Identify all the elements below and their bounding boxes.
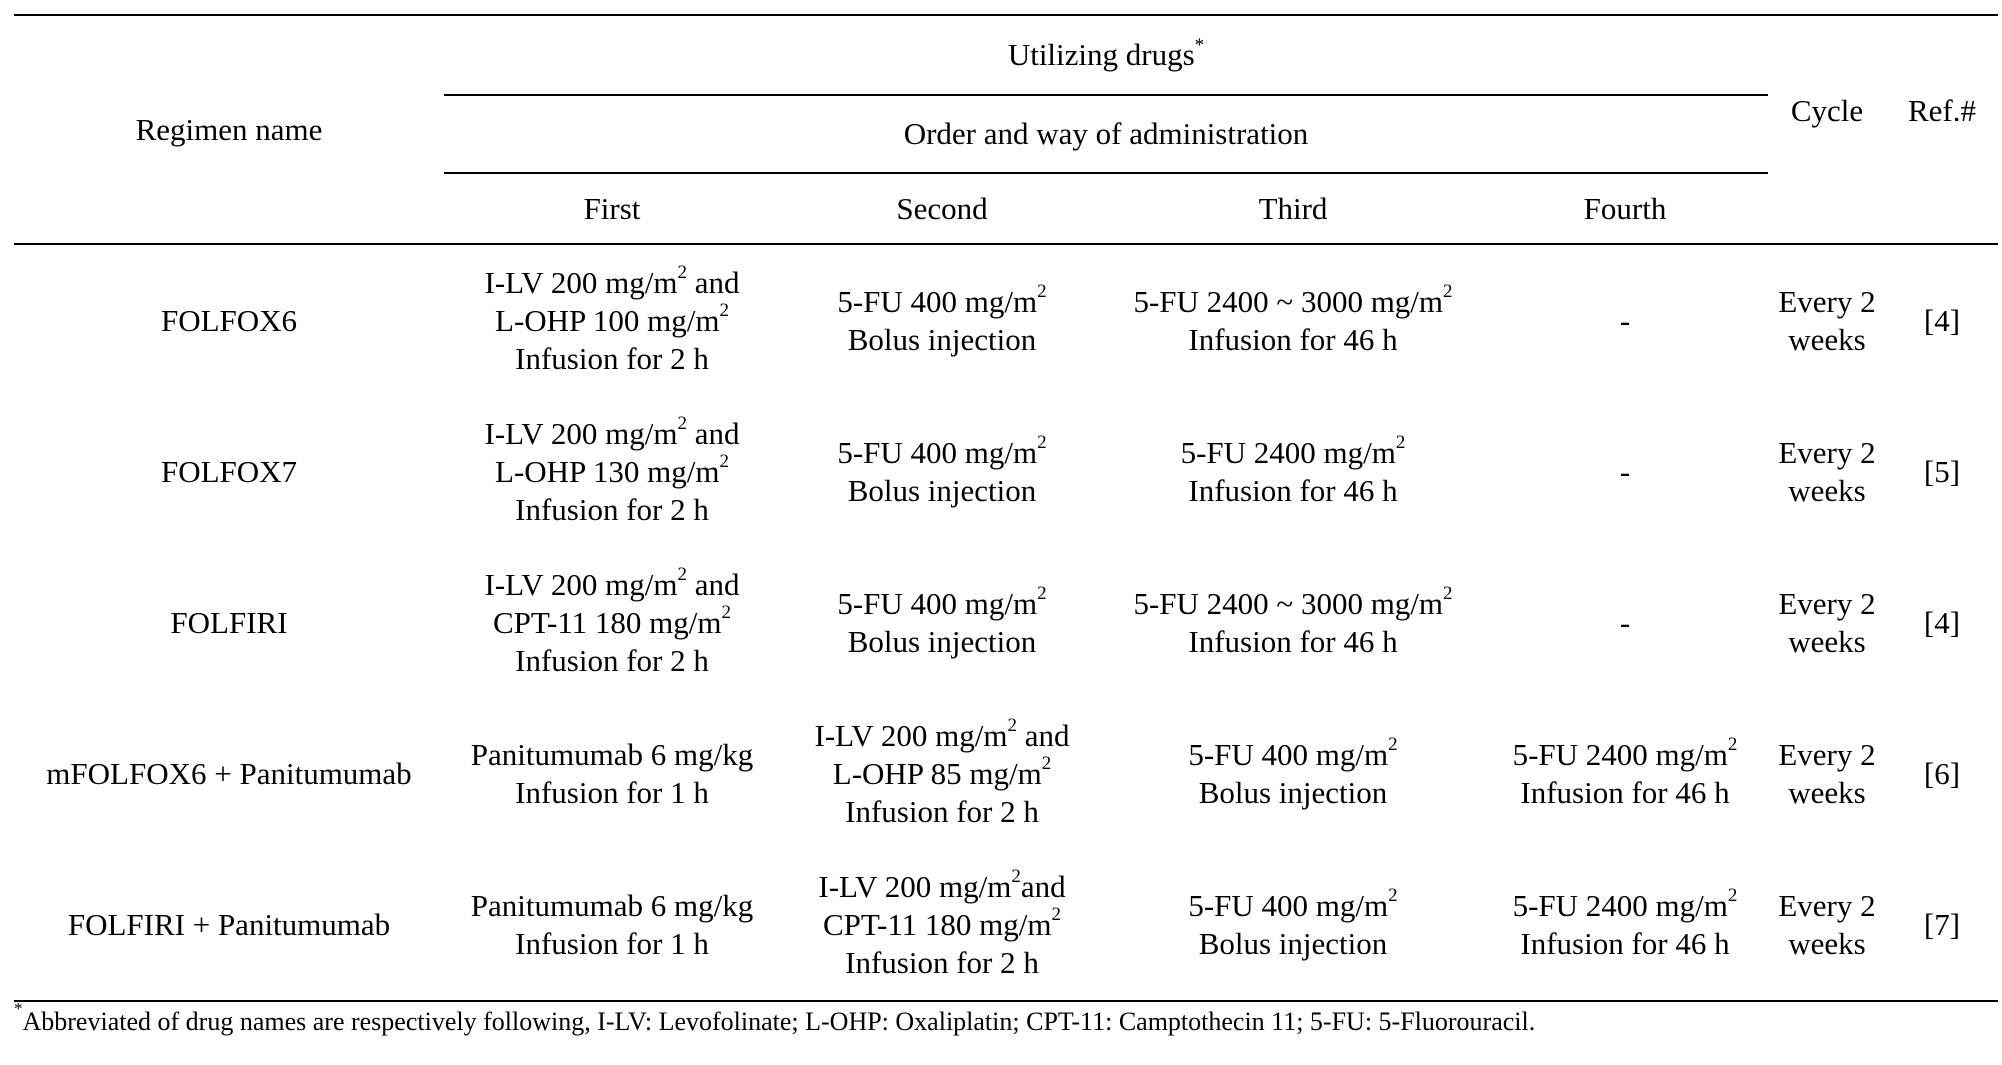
text-segment: and xyxy=(1020,868,1066,904)
cell-line xyxy=(444,453,780,491)
cell-line xyxy=(1104,283,1482,321)
superscript: 2 xyxy=(1037,583,1047,605)
cell-line xyxy=(780,434,1104,472)
text-segment: Bolus injection xyxy=(847,623,1037,659)
cell-line xyxy=(444,642,780,680)
superscript: 2 xyxy=(677,564,687,586)
cell-cycle xyxy=(1768,396,1886,547)
text-segment: Bolus injection xyxy=(847,472,1037,508)
cell-line xyxy=(444,415,780,453)
cell-cycle-lines xyxy=(1768,736,1886,812)
cell-first-lines xyxy=(444,566,780,680)
header-step-third: Third xyxy=(1258,190,1328,226)
cell-name: FOLFOX7 xyxy=(160,453,298,489)
footnote-mark: * xyxy=(1194,34,1205,56)
text-segment: Every 2 xyxy=(1778,887,1876,923)
text-segment: Infusion for 46 h xyxy=(1520,925,1730,961)
cell-line xyxy=(444,887,780,925)
superscript: 2 xyxy=(1051,904,1062,926)
text-segment: weeks xyxy=(1788,925,1866,961)
cell-cycle xyxy=(1768,547,1886,698)
cell-fourth-lines xyxy=(1482,887,1768,963)
superscript: 2 xyxy=(1041,753,1052,775)
header-step-second: Second xyxy=(896,190,988,226)
text-segment: Infusion for 2 h xyxy=(845,793,1039,829)
cell-line xyxy=(444,566,780,604)
text-segment: 5-FU 2400 ~ 3000 mg/m xyxy=(1133,283,1444,319)
cell-line xyxy=(780,472,1104,510)
superscript: 2 xyxy=(719,451,729,473)
text-segment: weeks xyxy=(1788,774,1866,810)
cell-line xyxy=(444,264,780,302)
cell-ref: [4] xyxy=(1923,604,1961,640)
cell-third xyxy=(1104,698,1482,849)
cell-fourth-lines xyxy=(1482,736,1768,812)
text-segment: I-LV 200 mg/m xyxy=(484,566,678,602)
cell-line xyxy=(780,906,1104,944)
cell-first-lines xyxy=(444,264,780,378)
superscript: 2 xyxy=(1388,734,1398,756)
text-segment: Bolus injection xyxy=(1198,774,1388,810)
text-segment: 5-FU 400 mg/m xyxy=(1188,736,1389,772)
cell-second-lines xyxy=(780,585,1104,661)
cell-line xyxy=(1768,321,1886,359)
text-segment: 5-FU 2400 mg/m xyxy=(1512,736,1728,772)
cell-line xyxy=(780,321,1104,359)
text-segment: I-LV 200 mg/m xyxy=(814,717,1008,753)
text-segment: Every 2 xyxy=(1778,434,1876,470)
superscript: 2 xyxy=(1007,715,1017,737)
table-header xyxy=(14,15,1998,244)
superscript: 2 xyxy=(719,300,729,322)
cell-line xyxy=(1768,736,1886,774)
text-segment: CPT-11 180 mg/m xyxy=(822,906,1052,942)
table-row xyxy=(14,396,1998,547)
text-segment: weeks xyxy=(1788,472,1866,508)
text-segment: 5-FU 2400 ~ 3000 mg/m xyxy=(1133,585,1444,621)
text-segment: Every 2 xyxy=(1778,585,1876,621)
text-segment: Infusion for 46 h xyxy=(1188,472,1398,508)
footnote-mark: * xyxy=(14,999,23,1019)
cell-line xyxy=(1768,623,1886,661)
cell-line xyxy=(1104,623,1482,661)
text-segment: L-OHP 100 mg/m xyxy=(495,302,720,338)
cell-line xyxy=(444,302,780,340)
cell-line xyxy=(1104,925,1482,963)
cell-line xyxy=(444,736,780,774)
cell-ref: [7] xyxy=(1886,849,1998,1001)
text-segment: Infusion for 46 h xyxy=(1188,321,1398,357)
cell-ref: [4] xyxy=(1923,302,1961,338)
cell-fourth: - xyxy=(1619,604,1631,640)
cell-ref: [5] xyxy=(1923,453,1961,489)
header-step-fourth: Fourth xyxy=(1583,190,1667,226)
text-segment: Infusion for 1 h xyxy=(515,774,709,810)
superscript: 2 xyxy=(1443,281,1453,303)
header-regimen-name: Regimen name xyxy=(14,15,444,243)
text-segment: Bolus injection xyxy=(1198,925,1388,961)
cell-fourth xyxy=(1482,849,1768,1001)
cell-ref: [6] xyxy=(1923,755,1961,791)
table-row xyxy=(14,698,1998,849)
text-segment: Infusion for 2 h xyxy=(515,491,709,527)
cell-third xyxy=(1104,849,1482,1001)
cell-line xyxy=(780,283,1104,321)
cell-name: FOLFIRI + Panitumumab xyxy=(14,849,444,1001)
cell-line xyxy=(1104,472,1482,510)
cell-cycle-lines xyxy=(1768,434,1886,510)
cell-line xyxy=(444,925,780,963)
cell-cycle xyxy=(1768,849,1886,1001)
header-utilizing-drugs xyxy=(444,15,1768,95)
table-body xyxy=(14,244,1998,1001)
cell-name: mFOLFOX6 + Panitumumab xyxy=(46,755,412,791)
cell-line xyxy=(780,755,1104,793)
cell-third-lines xyxy=(1104,585,1482,661)
table-row xyxy=(14,547,1998,698)
cell-cycle xyxy=(1768,244,1886,396)
cell-second xyxy=(780,698,1104,849)
superscript: 2 xyxy=(677,262,687,284)
cell-line xyxy=(780,717,1104,755)
text-segment: I-LV 200 mg/m xyxy=(484,264,678,300)
cell-second-lines xyxy=(780,717,1104,831)
footnote xyxy=(14,999,1536,1038)
cell-first-lines xyxy=(444,415,780,529)
header-utilizing-drugs-text: Utilizing drugs xyxy=(1007,37,1195,72)
cell-line xyxy=(1482,774,1768,812)
superscript: 2 xyxy=(721,602,732,624)
cell-second-lines xyxy=(780,434,1104,510)
cell-line xyxy=(780,585,1104,623)
cell-line xyxy=(444,774,780,812)
cell-second-lines xyxy=(780,868,1104,982)
cell-line xyxy=(1104,736,1482,774)
header-cycle: Cycle xyxy=(1768,15,1886,243)
cell-fourth xyxy=(1482,698,1768,849)
cell-first xyxy=(444,547,780,698)
cell-line xyxy=(1768,925,1886,963)
text-segment: Every 2 xyxy=(1778,283,1876,319)
cell-first xyxy=(444,698,780,849)
table-row xyxy=(14,849,1998,1001)
cell-first-lines xyxy=(444,736,780,812)
table-row xyxy=(14,244,1998,396)
cell-line xyxy=(444,340,780,378)
cell-third xyxy=(1104,396,1482,547)
cell-line xyxy=(1768,434,1886,472)
text-segment: Infusion for 2 h xyxy=(845,944,1039,980)
text-segment: I-LV 200 mg/m xyxy=(484,415,678,451)
text-segment: 5-FU 400 mg/m xyxy=(837,434,1038,470)
cell-name: FOLFOX6 xyxy=(160,302,298,338)
cell-line xyxy=(1104,774,1482,812)
cell-fourth: - xyxy=(1619,302,1631,338)
text-segment: Infusion for 1 h xyxy=(515,925,709,961)
text-segment: 5-FU 400 mg/m xyxy=(1188,887,1389,923)
cell-line xyxy=(1768,887,1886,925)
text-segment: Infusion for 46 h xyxy=(1520,774,1730,810)
text-segment: L-OHP 130 mg/m xyxy=(495,453,720,489)
text-segment: and xyxy=(686,566,740,602)
text-segment: Infusion for 2 h xyxy=(515,340,709,376)
cell-line xyxy=(780,793,1104,831)
cell-third xyxy=(1104,547,1482,698)
cell-line xyxy=(780,868,1104,906)
cell-line xyxy=(1482,887,1768,925)
header-ref: Ref.# xyxy=(1886,15,1998,243)
superscript: 2 xyxy=(1443,583,1453,605)
text-segment: and xyxy=(686,415,740,451)
cell-line xyxy=(780,623,1104,661)
cell-line xyxy=(1104,585,1482,623)
text-segment: Every 2 xyxy=(1778,736,1876,772)
cell-cycle-lines xyxy=(1768,887,1886,963)
cell-line xyxy=(1768,774,1886,812)
text-segment: and xyxy=(686,264,740,300)
cell-third-lines xyxy=(1104,283,1482,359)
superscript: 2 xyxy=(1727,734,1738,756)
cell-third xyxy=(1104,244,1482,396)
cell-first xyxy=(444,849,780,1001)
cell-third-lines xyxy=(1104,736,1482,812)
cell-line xyxy=(1104,887,1482,925)
footnote-text: Abbreviated of drug names are respectively following, I-LV: Levofolinate; L-OHP: Oxaliplatin; CPT-11: Camptothecin 11; 5-FU: 5-Fluorouracil. xyxy=(22,1007,1536,1036)
cell-line xyxy=(1768,472,1886,510)
superscript: 2 xyxy=(1011,866,1021,888)
cell-second xyxy=(780,547,1104,698)
cell-second xyxy=(780,396,1104,547)
regimen-table xyxy=(14,14,1998,1002)
text-segment: Infusion for 2 h xyxy=(515,642,709,678)
cell-third-lines xyxy=(1104,434,1482,510)
cell-line xyxy=(1768,585,1886,623)
cell-cycle-lines xyxy=(1768,585,1886,661)
header-order-way: Order and way of administration xyxy=(444,95,1768,173)
cell-line xyxy=(1482,925,1768,963)
superscript: 2 xyxy=(1727,885,1738,907)
cell-line xyxy=(780,944,1104,982)
cell-line xyxy=(1482,736,1768,774)
text-segment: L-OHP 85 mg/m xyxy=(832,755,1042,791)
cell-cycle-lines xyxy=(1768,283,1886,359)
text-segment: Panitumumab 6 mg/kg xyxy=(470,887,754,923)
text-segment: 5-FU 2400 mg/m xyxy=(1512,887,1728,923)
cell-third-lines xyxy=(1104,887,1482,963)
text-segment: I-LV 200 mg/m xyxy=(818,868,1012,904)
header-step-first: First xyxy=(583,190,641,226)
text-segment: and xyxy=(1016,717,1070,753)
cell-second xyxy=(780,849,1104,1001)
cell-line xyxy=(444,491,780,529)
cell-second-lines xyxy=(780,283,1104,359)
cell-fourth: - xyxy=(1619,453,1631,489)
text-segment: weeks xyxy=(1788,623,1866,659)
cell-first xyxy=(444,244,780,396)
cell-line xyxy=(1768,283,1886,321)
text-segment: Panitumumab 6 mg/kg xyxy=(470,736,754,772)
superscript: 2 xyxy=(677,413,687,435)
cell-line xyxy=(1104,321,1482,359)
cell-second xyxy=(780,244,1104,396)
cell-first-lines xyxy=(444,887,780,963)
text-segment: 5-FU 400 mg/m xyxy=(837,585,1038,621)
text-segment: 5-FU 400 mg/m xyxy=(837,283,1038,319)
superscript: 2 xyxy=(1037,432,1047,454)
cell-name: FOLFIRI xyxy=(170,604,288,640)
cell-line xyxy=(1104,434,1482,472)
text-segment: Infusion for 46 h xyxy=(1188,623,1398,659)
text-segment: CPT-11 180 mg/m xyxy=(492,604,722,640)
text-segment: Bolus injection xyxy=(847,321,1037,357)
cell-cycle xyxy=(1768,698,1886,849)
superscript: 2 xyxy=(1037,281,1047,303)
superscript: 2 xyxy=(1395,432,1406,454)
text-segment: 5-FU 2400 mg/m xyxy=(1180,434,1396,470)
cell-line xyxy=(444,604,780,642)
cell-first xyxy=(444,396,780,547)
superscript: 2 xyxy=(1388,885,1398,907)
text-segment: weeks xyxy=(1788,321,1866,357)
